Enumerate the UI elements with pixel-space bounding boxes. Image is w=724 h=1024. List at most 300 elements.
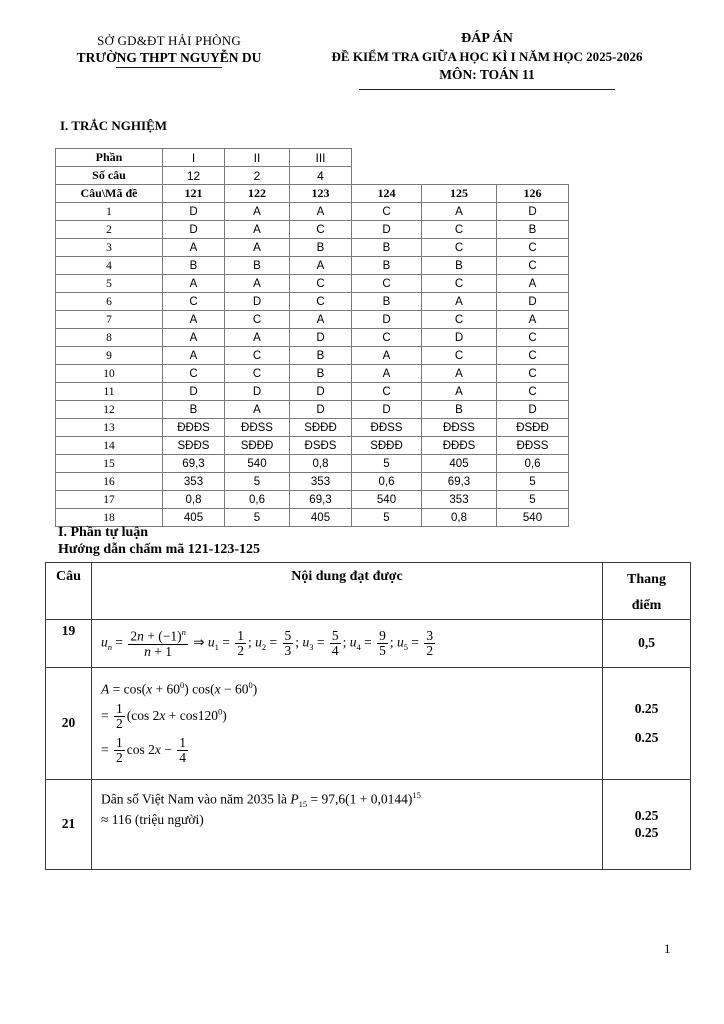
formula-text: 4 — [331, 642, 339, 658]
mc-answer-cell: A — [163, 275, 225, 293]
header-right-underline — [359, 89, 615, 90]
formula-fraction — [330, 629, 341, 658]
mc-answer-cell: A — [290, 203, 352, 221]
mc-answer-cell: A — [225, 275, 290, 293]
essay-header-content: Nội dung đạt được — [92, 563, 603, 620]
mc-answer-cell: C — [163, 365, 225, 383]
mc-question-number: 16 — [56, 473, 163, 491]
fraction-numerator — [128, 628, 187, 645]
mc-answer-row — [56, 293, 569, 311]
fraction-numerator — [235, 629, 246, 644]
mc-answer-cell: A — [225, 401, 290, 419]
subject-title: MÔN: TOÁN 11 — [439, 67, 535, 82]
mc-answer-cell: C — [225, 365, 290, 383]
mc-answer-cell: SĐĐS — [163, 437, 225, 455]
department-name: SỞ GD&ĐT HẢI PHÒNG — [97, 33, 241, 48]
grading-guide-title: Hướng dẫn chấm mã 121-123-125 — [58, 542, 261, 557]
mc-info-label: Phần — [56, 149, 163, 167]
solution-line — [101, 812, 596, 828]
formula-fraction — [128, 628, 187, 659]
formula-text: 3 — [284, 642, 292, 658]
mc-code-header-row — [56, 185, 569, 203]
mc-answer-row — [56, 239, 569, 257]
mc-question-number: 14 — [56, 437, 163, 455]
score-value: 0.25 — [634, 825, 659, 841]
mc-void-cell — [352, 149, 569, 167]
mc-answer-cell: A — [163, 329, 225, 347]
solution-line — [101, 701, 596, 732]
formula-variable: u — [396, 634, 404, 650]
mc-answer-cell: C — [422, 275, 497, 293]
formula-text: ) cos( — [184, 681, 215, 697]
mc-answer-cell: C — [497, 257, 569, 275]
mc-answer-cell: D — [422, 329, 497, 347]
fraction-denominator — [424, 644, 435, 658]
mc-answer-cell: ĐĐSS — [352, 419, 422, 437]
formula-text: + cos120 — [165, 707, 218, 723]
formula-text: = cos( — [109, 681, 147, 697]
mc-answer-cell: B — [163, 401, 225, 419]
mc-answer-cell: D — [290, 401, 352, 419]
mc-answer-cell: 540 — [352, 491, 422, 509]
fraction-numerator — [114, 736, 125, 751]
mc-answer-row — [56, 491, 569, 509]
formula-fraction — [283, 629, 294, 658]
mc-answer-cell: C — [163, 293, 225, 311]
score-value: 0.25 — [634, 700, 659, 716]
solution-line — [101, 735, 596, 766]
formula-text: + (−1) — [143, 628, 182, 644]
mc-info-value: 4 — [290, 167, 352, 185]
formula-text: (cos 2 — [126, 707, 160, 723]
mc-answer-cell: 69,3 — [290, 491, 352, 509]
mc-answer-cell: 353 — [163, 473, 225, 491]
mc-info-row — [56, 149, 569, 167]
mc-answer-cell: C — [422, 221, 497, 239]
mc-answer-cell: B — [422, 257, 497, 275]
mc-answer-cell: 0,6 — [225, 491, 290, 509]
mc-answer-cell: 5 — [225, 473, 290, 491]
formula-text: − — [160, 741, 176, 757]
formula-subscript: 2 — [261, 642, 267, 653]
mc-exam-code: 124 — [352, 185, 422, 203]
formula-text: 2 — [116, 750, 123, 766]
mc-answer-row — [56, 275, 569, 293]
mc-answer-cell: ĐĐSS — [225, 419, 290, 437]
mc-answer-row — [56, 203, 569, 221]
formula-text: = — [407, 634, 423, 650]
mc-answer-cell: D — [352, 311, 422, 329]
mc-info-value: 12 — [163, 167, 225, 185]
formula-text: ; — [389, 634, 397, 650]
mc-info-row — [56, 167, 569, 185]
mc-answer-cell: C — [290, 221, 352, 239]
mc-answer-cell: 405 — [163, 509, 225, 527]
mc-answer-cell: SĐĐĐ — [290, 419, 352, 437]
mc-answer-cell: C — [497, 383, 569, 401]
mc-answer-cell: B — [422, 401, 497, 419]
mc-answer-cell: C — [225, 347, 290, 365]
mc-answer-cell: A — [352, 347, 422, 365]
mc-answer-cell: 5 — [352, 509, 422, 527]
essay-solution-cell — [92, 779, 603, 869]
essay-header-score-line1: Thang — [627, 572, 666, 587]
mc-answer-cell: D — [163, 383, 225, 401]
formula-variable: u — [349, 634, 357, 650]
mc-question-number: 2 — [56, 221, 163, 239]
mc-question-number: 17 — [56, 491, 163, 509]
mc-answer-cell: A — [352, 365, 422, 383]
mc-answer-cell: A — [290, 311, 352, 329]
mc-answer-cell: D — [290, 329, 352, 347]
mc-answer-row — [56, 311, 569, 329]
fraction-denominator — [377, 644, 388, 658]
formula-subscript: n — [107, 642, 112, 653]
mc-answer-cell: C — [497, 329, 569, 347]
mc-answer-cell: ĐĐĐS — [163, 419, 225, 437]
formula-text: + 1 — [150, 643, 173, 659]
formula-text: 5 — [284, 627, 292, 643]
formula-superscript: 0 — [217, 706, 223, 717]
formula-variable: u — [302, 634, 310, 650]
mc-answer-row — [56, 473, 569, 491]
mc-answer-cell: B — [163, 257, 225, 275]
essay-row — [46, 620, 691, 668]
mc-exam-code: 122 — [225, 185, 290, 203]
mc-question-number: 1 — [56, 203, 163, 221]
mc-answer-cell: 5 — [225, 509, 290, 527]
mc-exam-code: 123 — [290, 185, 352, 203]
formula-superscript: 15 — [412, 789, 421, 800]
formula-text: 2 — [130, 628, 138, 644]
mc-answer-cell: D — [497, 401, 569, 419]
essay-solution-cell — [92, 667, 603, 779]
mc-answer-cell: D — [225, 293, 290, 311]
formula-variable: x — [154, 741, 161, 757]
mc-answer-cell: 405 — [290, 509, 352, 527]
mc-answer-cell: C — [422, 311, 497, 329]
mc-answer-row — [56, 455, 569, 473]
formula-variable: x — [214, 681, 221, 697]
formula-variable: u — [101, 634, 108, 650]
essay-row — [46, 779, 691, 869]
mc-answer-cell: B — [290, 239, 352, 257]
mc-answer-cell: 5 — [497, 491, 569, 509]
formula-fraction — [114, 736, 125, 765]
formula-text: ) — [252, 681, 258, 697]
mc-answer-cell: SĐĐĐ — [225, 437, 290, 455]
fraction-denominator — [128, 645, 187, 659]
formula-fraction — [377, 629, 388, 658]
mc-answer-cell: 540 — [225, 455, 290, 473]
formula-text: = — [266, 634, 281, 650]
mc-exam-code: 121 — [163, 185, 225, 203]
formula-text: 2 — [116, 715, 123, 731]
formula-subscript: 5 — [403, 642, 408, 653]
formula-text: 3 — [426, 627, 434, 643]
mc-answer-cell: A — [163, 311, 225, 329]
mc-answer-cell: 353 — [422, 491, 497, 509]
mc-info-label: Số câu — [56, 167, 163, 185]
mc-void-cell — [352, 167, 569, 185]
header-right-block — [298, 31, 676, 90]
mc-answer-cell: C — [290, 275, 352, 293]
formula-text: 9 — [379, 627, 386, 643]
mc-answer-cell: A — [163, 347, 225, 365]
formula-text: = — [101, 741, 112, 757]
formula-text: = — [313, 634, 328, 650]
mc-answer-cell: B — [290, 365, 352, 383]
mc-question-number: 5 — [56, 275, 163, 293]
mc-answer-cell: C — [422, 347, 497, 365]
mc-answer-cell: C — [497, 239, 569, 257]
mc-answer-cell: C — [352, 275, 422, 293]
mc-answer-row — [56, 221, 569, 239]
fraction-numerator — [283, 629, 294, 644]
mc-answer-cell: B — [497, 221, 569, 239]
mc-answer-cell: 353 — [290, 473, 352, 491]
mc-answer-cell: D — [352, 221, 422, 239]
mc-answer-cell: D — [163, 221, 225, 239]
formula-text: = — [360, 634, 376, 650]
mc-question-number: 9 — [56, 347, 163, 365]
mc-info-value: I — [163, 149, 225, 167]
formula-variable: x — [159, 707, 166, 723]
fraction-denominator — [114, 751, 125, 765]
mc-answer-cell: A — [225, 221, 290, 239]
mc-answer-cell: A — [422, 293, 497, 311]
formula-text: ≈ 116 (triệu người) — [101, 812, 204, 828]
mc-info-value: III — [290, 149, 352, 167]
essay-header-score-line2: điểm — [631, 598, 662, 613]
mc-answer-cell: A — [225, 239, 290, 257]
mc-answer-cell: A — [163, 239, 225, 257]
formula-text: 4 — [179, 750, 186, 766]
mc-answer-cell: ĐĐSS — [497, 437, 569, 455]
mc-answer-cell: C — [290, 293, 352, 311]
fraction-denominator — [177, 751, 188, 765]
formula-text: 1 — [116, 735, 123, 751]
mc-answer-cell: D — [225, 383, 290, 401]
essay-header-score — [603, 563, 691, 620]
school-name: TRƯỜNG THPT NGUYỄN DU — [76, 50, 262, 65]
fraction-numerator — [377, 629, 388, 644]
mc-question-number: 13 — [56, 419, 163, 437]
formula-variable: n — [137, 628, 144, 644]
mc-answer-cell: A — [497, 311, 569, 329]
formula-fraction — [235, 629, 246, 658]
formula-text: + 60 — [152, 681, 180, 697]
formula-variable: n — [144, 643, 151, 659]
fraction-numerator — [330, 629, 341, 644]
formula-text: − 60 — [220, 681, 249, 697]
mc-question-number: 4 — [56, 257, 163, 275]
mc-answer-cell: ĐSĐS — [290, 437, 352, 455]
mc-answer-cell: C — [352, 329, 422, 347]
fraction-numerator — [114, 702, 125, 717]
mc-question-number: 7 — [56, 311, 163, 329]
mc-answer-cell: A — [422, 365, 497, 383]
formula-fraction — [177, 736, 188, 765]
formula-text: 1 — [237, 627, 245, 643]
mc-answer-cell: A — [497, 275, 569, 293]
mc-answer-cell: A — [422, 383, 497, 401]
mc-answer-cell: 0,8 — [163, 491, 225, 509]
formula-text: 1 — [179, 735, 186, 751]
mc-answer-cell: C — [497, 347, 569, 365]
mc-answer-cell: A — [225, 329, 290, 347]
formula-text: = — [218, 634, 234, 650]
mc-answer-cell: B — [352, 257, 422, 275]
essay-header-cau: Câu — [46, 563, 92, 620]
mc-answer-row — [56, 365, 569, 383]
mc-answer-cell: A — [290, 257, 352, 275]
mc-answer-cell: D — [290, 383, 352, 401]
mc-answer-cell: C — [352, 383, 422, 401]
mc-answer-row — [56, 419, 569, 437]
formula-text: 5 — [331, 627, 339, 643]
section-essay-heading — [58, 524, 260, 558]
formula-subscript: 15 — [298, 799, 308, 810]
section-multiple-choice-title: I. TRẮC NGHIỆM — [60, 118, 168, 133]
mc-question-number: 3 — [56, 239, 163, 257]
mc-answer-cell: ĐĐĐS — [422, 437, 497, 455]
formula-text: 2 — [426, 642, 434, 658]
mc-answer-row — [56, 383, 569, 401]
formula-text: Dân số Việt Nam vào năm 2035 là — [101, 791, 291, 807]
mc-answer-cell: D — [352, 401, 422, 419]
mc-answer-cell: C — [497, 365, 569, 383]
formula-text: = — [112, 634, 127, 650]
fraction-denominator — [114, 717, 125, 731]
score-value: 0.25 — [634, 808, 659, 824]
essay-score-cell — [603, 667, 691, 779]
solution-line — [101, 627, 596, 660]
formula-subscript: 4 — [356, 642, 361, 653]
solution-line — [101, 790, 596, 809]
mc-answer-row — [56, 329, 569, 347]
formula-superscript: 0 — [248, 680, 253, 691]
mc-answer-cell: A — [225, 203, 290, 221]
mc-answer-cell: 5 — [497, 473, 569, 491]
mc-answer-cell: B — [225, 257, 290, 275]
formula-text: ; — [295, 634, 303, 650]
essay-rubric-table — [45, 562, 691, 870]
formula-subscript: 1 — [214, 642, 219, 653]
formula-text: ; — [248, 634, 256, 650]
formula-fraction — [114, 702, 125, 731]
essay-section-title: I. Phần tự luận — [58, 525, 149, 540]
mc-question-number: 10 — [56, 365, 163, 383]
mc-answer-cell: D — [497, 293, 569, 311]
formula-text: 2 — [237, 642, 245, 658]
score-value: 0.25 — [634, 729, 659, 745]
formula-text: 1 — [116, 700, 123, 716]
essay-score-cell — [603, 620, 691, 668]
essay-solution-cell — [92, 620, 603, 668]
formula-variable: P — [290, 791, 299, 807]
mc-answer-cell: SĐĐĐ — [352, 437, 422, 455]
essay-question-number: 21 — [46, 779, 92, 869]
mc-answer-row — [56, 347, 569, 365]
formula-subscript: 3 — [309, 642, 314, 653]
formula-variable: x — [146, 681, 153, 697]
fraction-denominator — [235, 644, 246, 658]
mc-answer-cell: ĐSĐĐ — [497, 419, 569, 437]
exam-title: ĐỀ KIỂM TRA GIỮA HỌC KÌ I NĂM HỌC 2025-2026 — [331, 49, 643, 64]
essay-score-cell — [603, 779, 691, 869]
mc-answer-cell: 405 — [422, 455, 497, 473]
mc-answer-cell: 69,3 — [422, 473, 497, 491]
mc-answer-cell: 0,6 — [352, 473, 422, 491]
mc-question-number: 6 — [56, 293, 163, 311]
formula-text: cos 2 — [126, 741, 155, 757]
essay-question-number: 20 — [46, 667, 92, 779]
mc-answer-cell: 69,3 — [163, 455, 225, 473]
mc-question-number: 11 — [56, 383, 163, 401]
mc-answer-cell: 5 — [352, 455, 422, 473]
formula-superscript: n — [181, 627, 186, 637]
mc-question-number: 15 — [56, 455, 163, 473]
mc-answer-cell: 0,6 — [497, 455, 569, 473]
fraction-numerator — [177, 736, 188, 751]
mc-exam-code: 125 — [422, 185, 497, 203]
formula-text: = — [101, 707, 112, 723]
mc-answer-cell: 540 — [497, 509, 569, 527]
formula-superscript: 0 — [179, 680, 185, 691]
formula-variable: A — [101, 681, 110, 697]
mc-answer-cell: D — [163, 203, 225, 221]
formula-variable: u — [255, 634, 262, 650]
mc-answer-cell: 0,8 — [290, 455, 352, 473]
mc-info-value: II — [225, 149, 290, 167]
mc-answer-cell: C — [422, 239, 497, 257]
mc-answer-cell: C — [225, 311, 290, 329]
mc-question-number: 18 — [56, 509, 163, 527]
mc-answer-cell: C — [352, 203, 422, 221]
header-left-block — [50, 33, 288, 68]
mc-answer-cell: B — [352, 239, 422, 257]
fraction-denominator — [330, 644, 341, 658]
score-value: 0,5 — [638, 635, 655, 651]
fraction-numerator — [424, 629, 435, 644]
essay-row — [46, 667, 691, 779]
mc-answer-cell: 0,8 — [422, 509, 497, 527]
header-left-underline — [116, 67, 222, 68]
mc-answer-row — [56, 401, 569, 419]
solution-line — [101, 680, 596, 698]
essay-question-number: 19 — [46, 620, 92, 668]
mc-answer-row — [56, 257, 569, 275]
mc-answer-cell: A — [422, 203, 497, 221]
mc-answer-row — [56, 437, 569, 455]
mc-answer-cell: B — [290, 347, 352, 365]
formula-text: 5 — [379, 642, 386, 658]
formula-text: ⇒ — [189, 634, 208, 650]
mc-answer-cell: D — [497, 203, 569, 221]
mc-code-header-label: Câu\Mã đề — [56, 185, 163, 203]
mc-answer-cell: B — [352, 293, 422, 311]
formula-text: ; — [342, 634, 350, 650]
answer-key-title: ĐÁP ÁN — [461, 31, 513, 46]
mc-answer-table — [55, 148, 569, 527]
mc-answer-cell: ĐĐSS — [422, 419, 497, 437]
formula-fraction — [424, 629, 435, 658]
fraction-denominator — [283, 644, 294, 658]
mc-question-number: 8 — [56, 329, 163, 347]
formula-text: ) — [222, 707, 227, 723]
mc-info-value: 2 — [225, 167, 290, 185]
